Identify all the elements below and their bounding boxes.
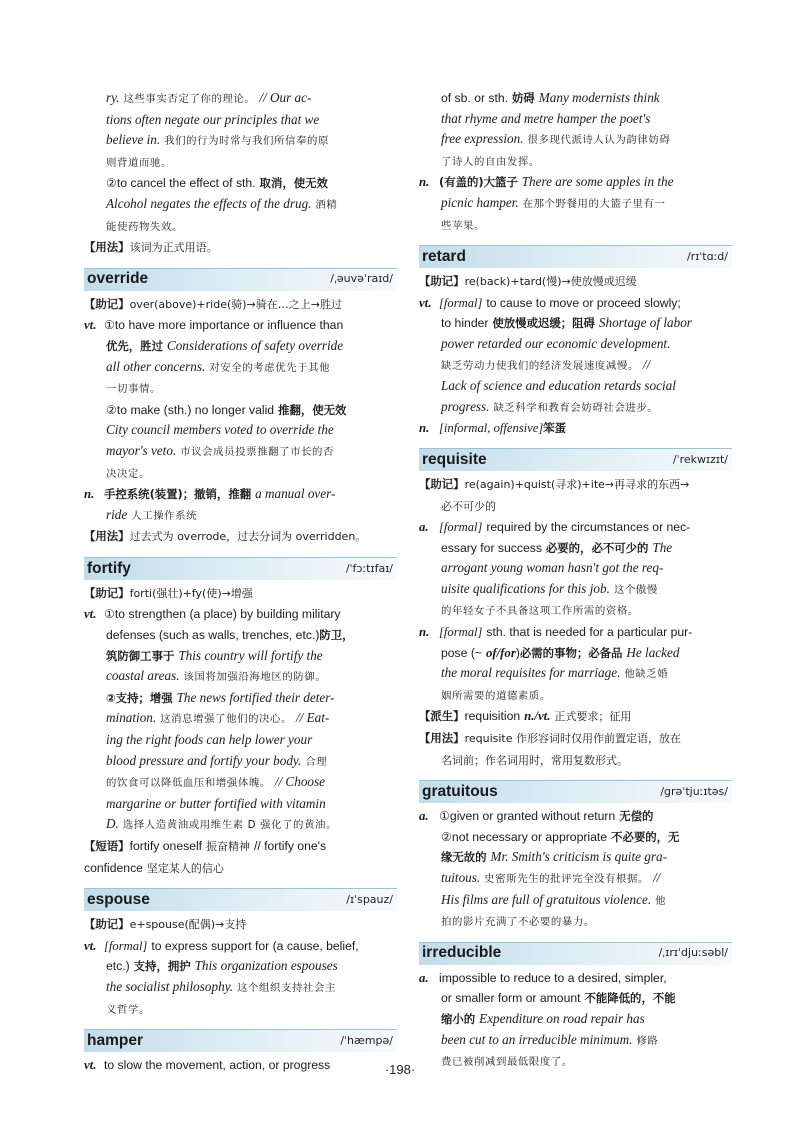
headword: fortify xyxy=(87,559,131,577)
definition: a. ①given or granted without return 无偿的 xyxy=(419,809,654,824)
headword: requisite xyxy=(422,450,487,468)
pronunciation: /grəˈtjuːɪtəs/ xyxy=(660,784,728,798)
headword: hamper xyxy=(87,1031,143,1049)
usage-note: 【用法】该词为正式用语。 xyxy=(84,240,218,255)
derivative: 【派生】requisition n./vt. 正式要求；征用 xyxy=(419,709,632,724)
pronunciation: /rɪˈtɑːd/ xyxy=(686,249,728,263)
page-number: ·198· xyxy=(384,1062,416,1077)
definition: vt. [formal] to cause to move or proceed slowly; xyxy=(419,295,681,310)
mnemonic: 【助记】over(above)+ride(骑)→骑在…之上→胜过 xyxy=(84,296,342,311)
pronunciation: /ˈhæmpə/ xyxy=(340,1033,393,1047)
negate-continuation: ry. 这些事实否定了你的理论。 // Our ac- xyxy=(106,90,312,105)
right-column: of sb. or sth. 妨碍 Many modernists think that rhyme and metre hamper the poet's free expression. 很多现代派诗人认为韵律妨碍 了诗人的自由发挥。 n. (有盖的)大篮子 There are some apples in the picnic hamper. 在那个野餐用的大篮子里有一 些苹果。 retard /rɪˈtɑːd/ 【助记】re(back)+tard(慢)→使放慢或迟缓 vt. [formal] to cause to move or proceed slowly; to hinder 使放慢或迟缓；阻碍 Shortage of labor power retarded our economic development. 缺乏劳动力使我们的经济发展速度减慢。 // Lack of science and education retards social progress. 缺乏科学和教育会妨碍社会进步。 n. [informal, offensive]笨蛋 requisite /ˈrekwɪzɪt/ 【助记】re(again)+quist(寻求)+ite→再寻求的东西→ 必不可少的 a. [formal] required by the circumstances or nec- essary for success 必要的，必不可少的 The arrogant young woman hasn't got the req- uisite qualifications for this job. 这个傲慢 的年轻女子不具备这项工作所需的资格。 n. [formal] sth. that is needed for a particular pur- pose (~ of/for)必需的事物；必备品 He lacked the moral requisites for marriage. 他缺乏婚 姻所需要的道德素质。 【派生】requisition n./vt. 正式要求；征用 【用法】requisite 作形容词时仅用作前置定语，放在 名词前；作名词用时，常用复数形式。 gratuitous /grəˈtjuːɪtəs/ a. ①given or granted without return 无偿的 ②not necessary or appropriate 不必要的，无 缘无故的 Mr. Smith's criticism is quite gra- tuitous. 史密斯先生的批评完全没有根据。 // His films are full of gratuitous violence. 他 拍的影片充满了不必要的暴力。 irreducible /ˌɪrɪˈdjuːsəbl/ a. impossible to reduce to a desired, simpler, or smaller form or amount 不能降低的，不能 缩小的 Expenditure on road repair has been cut to an irreducible minimum. 修路 费已被削减到最低限度了。 xyxy=(419,88,732,1058)
mnemonic: 【助记】e+spouse(配偶)→支持 xyxy=(84,917,247,932)
mnemonic: 【助记】forti(强壮)+fy(使)→增强 xyxy=(84,585,253,600)
pronunciation: /ˈrekwɪzɪt/ xyxy=(672,452,728,466)
definition: a. [formal] required by the circumstances or nec- xyxy=(419,520,691,535)
entry-header-espouse xyxy=(84,888,397,911)
usage-note: 【用法】过去式为 overrode，过去分词为 overridden。 xyxy=(84,529,367,544)
pronunciation: /ˌəuvəˈraɪd/ xyxy=(330,272,393,286)
entry-header-override xyxy=(84,268,397,291)
pronunciation: /ˈfɔːtɪfaɪ/ xyxy=(345,561,393,575)
mnemonic: 【助记】re(back)+tard(慢)→使放慢或迟缓 xyxy=(419,274,637,289)
entry-header-irreducible xyxy=(419,942,732,965)
usage-note: 【用法】requisite 作形容词时仅用作前置定语，放在 xyxy=(419,731,681,746)
headword: espouse xyxy=(87,890,150,908)
phrases: 【短语】fortify oneself 振奋精神 // fortify one's xyxy=(84,839,327,853)
headword: retard xyxy=(422,247,466,265)
entry-header-requisite xyxy=(419,448,732,471)
headword: irreducible xyxy=(422,944,502,962)
left-column: ry. 这些事实否定了你的理论。 // Our ac- tions often negate our principles that we believe in. 我们的行为时常与我们所信奉的原 则背道而驰。 ②to cancel the effect of sth. 取消，使无效 Alcohol negates the effects of the drug. 酒精 能使药物失效。 【用法】该词为正式用语。 override /ˌəuvəˈraɪd/ 【助记】over(above)+ride(骑)→骑在…之上→胜过 vt. ①to have more importance or influence than 优先，胜过 Considerations of safety override all other concerns. 对安全的考虑优先于其他 一切事情。 ②to make (sth.) no longer valid 推翻，使无效 City council members voted to override the mayor's veto. 市议会成员投票推翻了市长的否 决决定。 n. 手控系统(装置)；撤销，推翻 a manual over- ride 人工操作系统 【用法】过去式为 overrode，过去分词为 overridden。 fortify /ˈfɔːtɪfaɪ/ 【助记】forti(强壮)+fy(使)→增强 vt. ①to strengthen (a place) by building military defenses (such as walls, trenches, etc.)防卫， 筑防御工事于 This country will fortify the coastal areas. 该国将加强沿海地区的防御。 ②支持；增强 The news fortified their deter- mination. 这消息增强了他们的决心。 // Eat- ing the right foods can help lower your blood pressure and fortify your body. 合理 的饮食可以降低血压和增强体魄。 // Choose margarine or butter fortified with vitamin D. 选择人造黄油或用维生素 D 强化了的黄油。 【短语】fortify oneself 振奋精神 // fortify one's confidence 坚定某人的信心 espouse /ɪˈspauz/ 【助记】e+spouse(配偶)→支持 vt. [formal] to express support for (a cause, belief, etc.) 支持，拥护 This organization espouses the socialist philosophy. 这个组织支持社会主 义哲学。 hamper /ˈhæmpə/ vt. to slow the movement, action, or progress xyxy=(84,88,397,1058)
definition: a. impossible to reduce to a desired, simpler, xyxy=(419,970,667,985)
definition: vt. to slow the movement, action, or progress xyxy=(84,1058,331,1073)
entry-header-retard xyxy=(419,245,732,268)
hamper-continuation: of sb. or sth. 妨碍 Many modernists think xyxy=(441,90,660,105)
entry-header-gratuitous xyxy=(419,780,732,803)
mnemonic: 【助记】re(again)+quist(寻求)+ite→再寻求的东西→ xyxy=(419,476,690,491)
headword: gratuitous xyxy=(422,782,498,800)
definition: vt. ①to strengthen (a place) by building military xyxy=(84,607,341,622)
entry-header-fortify xyxy=(84,557,397,580)
definition: vt. ①to have more importance or influence than xyxy=(84,318,344,333)
definition: n. [formal] sth. that is needed for a particular pur- xyxy=(419,625,693,640)
pronunciation: /ˌɪrɪˈdjuːsəbl/ xyxy=(658,946,728,960)
entry-header-hamper xyxy=(84,1029,397,1052)
definition: vt. [formal] to express support for (a cause, belief, xyxy=(84,938,359,953)
headword: override xyxy=(87,270,149,288)
pronunciation: /ɪˈspauz/ xyxy=(346,892,393,906)
